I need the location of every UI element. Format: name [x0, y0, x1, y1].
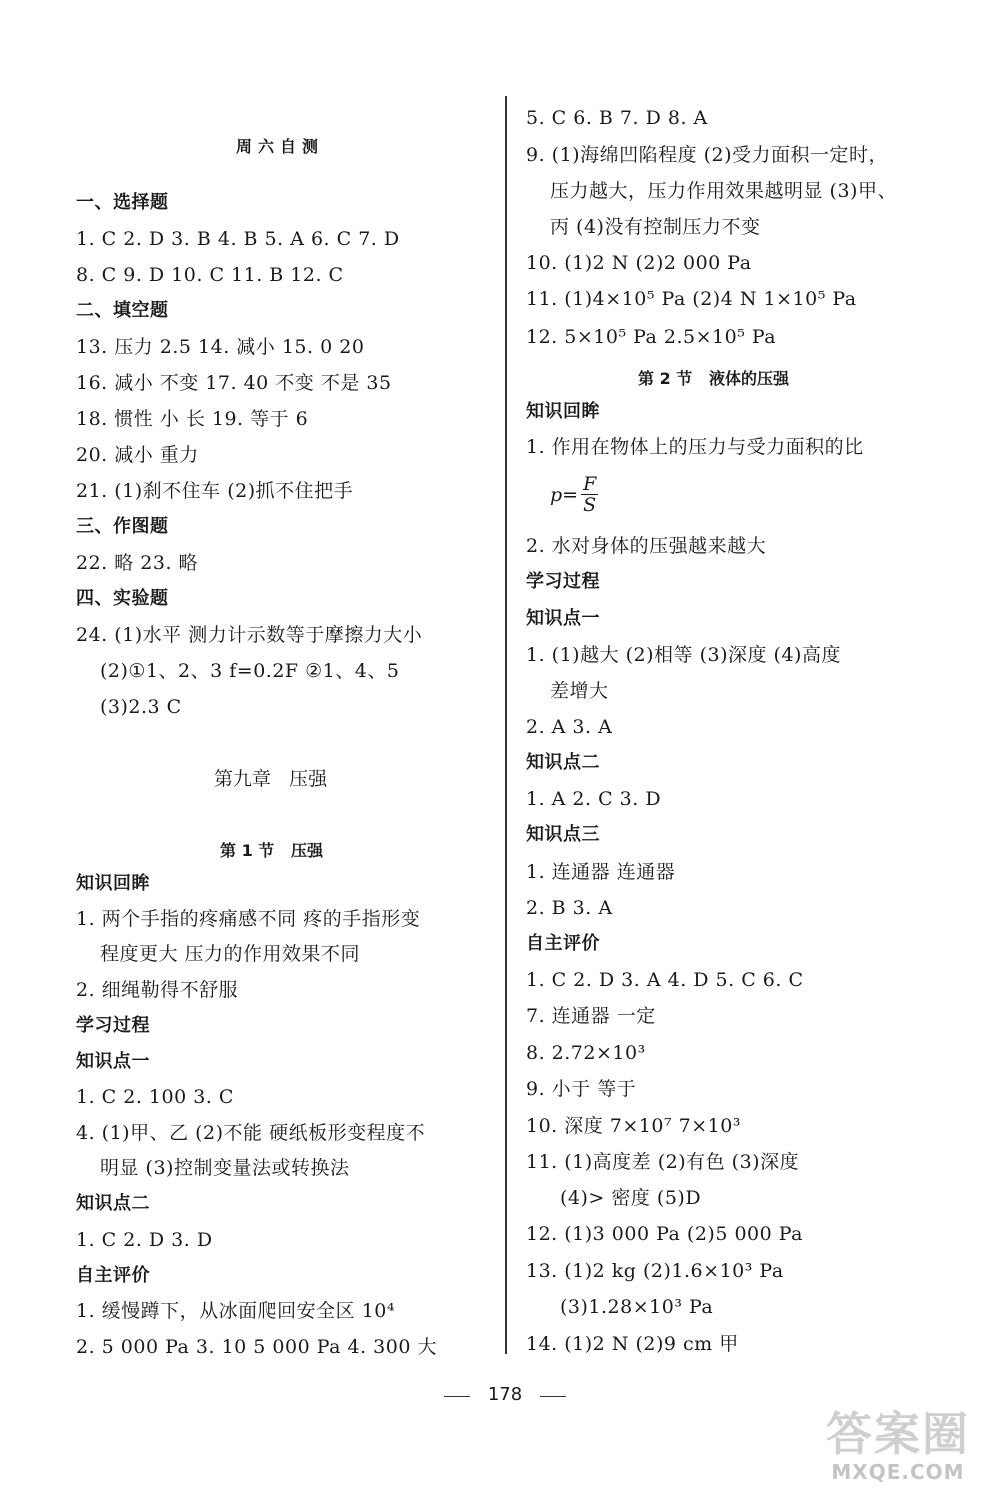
answer-line: 1. A 2. C 3. D [526, 788, 662, 810]
answer-line: 4. (1)甲、乙 (2)不能 硬纸板形变程度不 [76, 1122, 426, 1144]
weekly-test-title: 周六自测 [236, 137, 325, 156]
answer-line: 13. (1)2 kg (2)1.6×10³ Pa [526, 1260, 784, 1282]
answer-line: 16. 减小 不变 17. 40 不变 不是 35 [76, 372, 392, 394]
answer-line: 1. 连通器 连通器 [526, 861, 676, 883]
subsection-heading: 知识回眸 [526, 401, 600, 422]
answer-line: 14. (1)2 N (2)9 cm 甲 [526, 1333, 739, 1355]
answer-line: 1. C 2. D 3. A 4. D 5. C 6. C [526, 969, 804, 991]
answer-line: 12. 5×10⁵ Pa 2.5×10⁵ Pa [526, 326, 777, 348]
section-heading: 二、填空题 [76, 300, 169, 321]
answer-line: 10. 深度 7×10⁷ 7×10³ [526, 1115, 741, 1137]
footer-dash-left [444, 1396, 470, 1397]
answer-line: 1. C 2. D 3. D [76, 1229, 213, 1251]
watermark-site-text: MXQE.COM [831, 1460, 965, 1484]
pressure-formula [550, 474, 598, 515]
answer-line: 9. (1)海绵凹陷程度 (2)受力面积一定时， [526, 144, 889, 166]
answer-line: 22. 略 23. 略 [76, 552, 199, 574]
answer-line: 丙 (4)没有控制压力不变 [550, 216, 761, 238]
answer-line: 11. (1)高度差 (2)有色 (3)深度 [526, 1151, 800, 1173]
answer-line: 2. 水对身体的压强越来越大 [526, 535, 767, 557]
subsection-heading: 学习过程 [526, 571, 600, 592]
answer-line: 2. A 3. A [526, 716, 613, 738]
subsection-heading: 知识点一 [76, 1051, 150, 1072]
answer-line: 5. C 6. B 7. D 8. A [526, 107, 708, 129]
answer-line: 1. C 2. D 3. B 4. B 5. A 6. C 7. D [76, 228, 400, 250]
answer-line: 11. (1)4×10⁵ Pa (2)4 N 1×10⁵ Pa [526, 288, 857, 310]
column-divider [505, 96, 507, 1354]
answer-line: 2. 5 000 Pa 3. 10 5 000 Pa 4. 300 大 [76, 1336, 437, 1358]
subsection-heading: 知识点一 [526, 608, 600, 629]
answer-line: 1. (1)越大 (2)相等 (3)深度 (4)高度 [526, 644, 841, 666]
answer-line: 程度更大 压力的作用效果不同 [100, 943, 361, 965]
answer-line: 21. (1)刹不住车 (2)抓不住把手 [76, 480, 354, 502]
subsection-heading: 知识点三 [526, 824, 600, 845]
formula-fraction [581, 474, 598, 515]
answer-line: 1. 作用在物体上的压力与受力面积的比 [526, 436, 864, 458]
answer-line: 9. 小于 等于 [526, 1078, 637, 1100]
answer-line: 24. (1)水平 测力计示数等于摩擦力大小 [76, 624, 423, 646]
subsection-heading: 知识点二 [526, 752, 600, 773]
answer-line: (4)> 密度 (5)D [560, 1187, 702, 1209]
chapter-title: 第九章 压强 [214, 768, 328, 790]
page-number: 178 [487, 1384, 523, 1405]
subsection-heading: 知识回眸 [76, 873, 150, 894]
section-heading: 四、实验题 [76, 588, 169, 609]
answer-line: 18. 惯性 小 长 19. 等于 6 [76, 408, 309, 430]
answer-line: 明显 (3)控制变量法或转换法 [100, 1157, 350, 1179]
subsection-heading: 自主评价 [76, 1265, 150, 1286]
subsection-heading: 自主评价 [526, 933, 600, 954]
formula-denominator: S [583, 494, 597, 516]
answer-line: 2. 细绳勒得不舒服 [76, 979, 239, 1001]
answer-line: 1. 两个手指的疼痛感不同 疼的手指形变 [76, 908, 421, 930]
answer-line: 压力越大，压力作用效果越明显 (3)甲、 [550, 180, 897, 202]
formula-lhs: p= [550, 483, 579, 506]
answer-line: 20. 减小 重力 [76, 444, 199, 466]
subsection-heading: 学习过程 [76, 1015, 150, 1036]
answer-line: (3)2.3 C [100, 696, 182, 718]
answer-line: 8. C 9. D 10. C 11. B 12. C [76, 264, 344, 286]
answer-line: 13. 压力 2.5 14. 减小 15. 0 20 [76, 336, 365, 358]
answer-line: 8. 2.72×10³ [526, 1042, 646, 1064]
subsection-heading: 知识点二 [76, 1193, 150, 1214]
answer-line: (3)1.28×10³ Pa [560, 1296, 714, 1318]
watermark-logo-text: 答案圈 [826, 1407, 970, 1461]
section-title: 第 2 节 液体的压强 [638, 369, 789, 388]
section-heading: 三、作图题 [76, 516, 169, 537]
formula-numerator: F [583, 473, 597, 495]
answer-line: 12. (1)3 000 Pa (2)5 000 Pa [526, 1223, 804, 1245]
footer-dash-right [540, 1396, 566, 1397]
answer-line: 1. C 2. 100 3. C [76, 1086, 234, 1108]
section-title: 第 1 节 压强 [220, 841, 323, 860]
answer-line: 7. 连通器 一定 [526, 1005, 656, 1027]
answer-line: 差增大 [550, 680, 609, 702]
watermark-logo [812, 1408, 984, 1492]
answer-line: 2. B 3. A [526, 897, 613, 919]
section-heading: 一、选择题 [76, 192, 169, 213]
answer-line: 10. (1)2 N (2)2 000 Pa [526, 252, 752, 274]
answer-line: (2)①1、2、3 f=0.2F ②1、4、5 [100, 660, 400, 682]
answer-line: 1. 缓慢蹲下，从冰面爬回安全区 10⁴ [76, 1300, 396, 1322]
